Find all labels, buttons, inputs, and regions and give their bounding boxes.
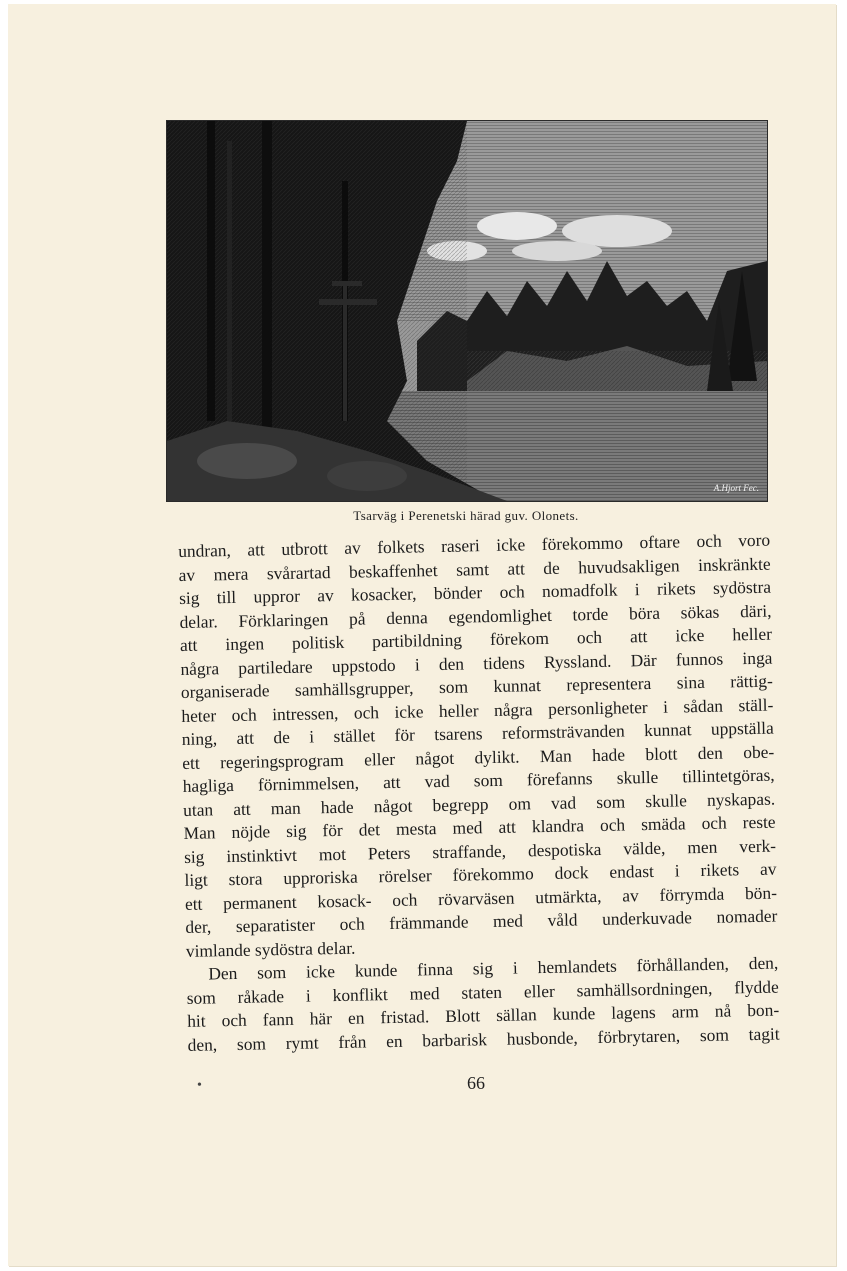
forest-lake-engraving <box>167 121 767 501</box>
page-number: 66 <box>467 1073 485 1093</box>
text-line: vimlande sydöstra delar. <box>185 937 356 961</box>
text-line: Man nöjde sig för det mesta med att klandra och smäda och reste <box>183 811 776 843</box>
text-line: av mera svårartad beskaffenhet samt att de huvudsakligen inskränkte <box>178 553 771 585</box>
margin-dot: • <box>197 1078 202 1093</box>
text-line: sig instinktivt mot Peters straffande, despotiska välde, men verk- <box>183 835 777 867</box>
text-line: Den som icke kunde finna sig i hemlandets förhållanden, den, <box>208 952 779 984</box>
text-line: ett regeringsprogram eller något dylikt. Man hade blott den obe- <box>182 741 775 773</box>
text-line: den, som rymt från en barbarisk husbonde, förbrytaren, som tagit <box>187 1023 780 1055</box>
text-line: att ingen politisk partibildning förekom och att icke heller <box>179 623 773 655</box>
figure-caption: Tsarväg i Perenetski härad guv. Olonets. <box>353 508 579 523</box>
text-line: hagliga förnimmelsen, att vad som förefanns skulle tillintetgöras, <box>182 764 775 796</box>
engraver-signature: A.Hjort Fec. <box>713 483 759 493</box>
engraving-illustration <box>166 120 768 502</box>
text-line: hit och fann här en fristad. Blott sällan kunde lagens arm nå bon- <box>187 999 780 1031</box>
body-text <box>178 529 780 1057</box>
text-line: som råkade i konflikt med staten eller samhällsordningen, flydde <box>186 976 779 1008</box>
text-line: ning, att de i stället för tsarens reformsträvanden kunnat uppställa <box>181 717 774 749</box>
text-line: heter och intressen, och icke heller några personligheter i sådan ställ- <box>181 694 774 726</box>
text-line: ett permanent kosack- och rövarväsen utmärkta, av förrymda bön- <box>184 882 778 914</box>
text-line: der, separatister och främmande med våld underkuvade nomader <box>185 905 778 937</box>
paragraph-2 <box>186 952 780 1057</box>
text-line: ligt stora upproriska rörelser förekommo dock endast i rikets av <box>184 858 777 890</box>
text-line: undran, att utbrott av folkets raseri icke förekommo oftare och voro <box>178 529 771 561</box>
text-line: delar. Förklaringen på denna egendomlighet torde böra sökas däri, <box>179 600 772 632</box>
text-line: organiserade samhällsgrupper, som kunnat representera sina rättig- <box>180 670 774 702</box>
page-edge <box>837 0 847 1271</box>
text-line: sig till uppror av kosacker, bönder och nomadfolk i rikets sydöstra <box>178 576 772 608</box>
text-line: utan att man hade något begrepp om vad som skulle nyskapas. <box>182 788 776 820</box>
paragraph-1 <box>178 529 778 963</box>
text-line: några partiledare uppstodo i den tidens Ryssland. Där funnos inga <box>180 647 773 679</box>
